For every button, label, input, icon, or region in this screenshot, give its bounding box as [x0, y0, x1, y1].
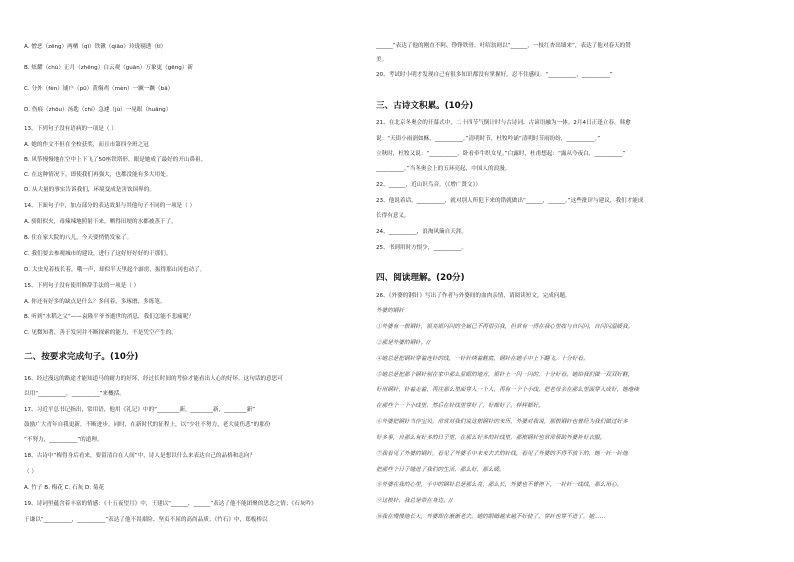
question-line: 说：“天街小雨润如酥，__________。”清明时节，杜牧吟诵“清明时节雨纷纷，__________。”: [376, 136, 601, 142]
passage-line: ⑨这根针，我总是带在身边。//: [376, 498, 453, 504]
passage-line: ⑩我在慢慢地长大，外婆却在渐渐老去。她的眼睛越来越不好使了，穿针也穿不进了，她……: [376, 514, 606, 520]
question-line: 于谦以“__________，__________”表达了他不畏艰险、坚贞不屈的高尚品质；《竹石》中，郑板桥以: [24, 517, 268, 523]
question-line: 立秋时，杜牧又说：“__________，卧看牵牛织女星。”白露时，杜甫想起：“露从今夜白，__________”: [376, 151, 626, 157]
question-line: 18、古诗中“梅得身后看来，要留清白在人间”中，诗人是想以什么来表达自己的品格和志向？: [24, 453, 256, 459]
passage-line: ⑦我看见了外婆的钢针，看见了外婆手中来来去去的针线，看见了外婆的不得不放下的，她一针一针地: [376, 451, 628, 457]
question-line: 20、考试时小明才发现自己有很多知识都没有掌握好，忍不住感叹：“__________，__________”: [376, 72, 613, 78]
question-line: ______”表达了他的刚直不阿、铮铮铁骨。叶绍翁则以“______，一枝红杏出墙来”，表达了他对春天的赞: [376, 43, 631, 49]
option-line: A. 憎恶（zēng）两栖（qī）铁锹（qiāo）玲珑剔透（tī）: [24, 44, 167, 50]
question-line: 24、__________，浪淘风簸自天涯。: [376, 229, 468, 235]
passage-line: 把那些个日子缝进了我们的生活，那么好，那么暖。: [376, 467, 505, 473]
option-line: A. 你还有好多的缺点是什么？多问着，多琢磨，多练笔。: [24, 299, 166, 305]
option-line: D. 伤痕（zhōu）汤匙（chí）急遽（jù）一晃眼（huǎng）: [24, 107, 172, 113]
question-line: 美。: [376, 57, 388, 63]
question-line: 22、______，近山识鸟音。（《增广贤文》）: [376, 182, 481, 188]
passage-line: 好多事，自那么有好多的日子里，在那么好多的针线里，那根钢针也常常帮助外婆补好衣服。: [376, 435, 606, 441]
option-line: B. 住在家大院的八儿，今天要悄悄发家了。: [24, 235, 133, 241]
passage-line: ⑥外婆把钢针当作宝贝，常常对我们说这根钢针的来历，外婆对我说，那根钢针也曾经为我们做过好多: [376, 419, 628, 425]
passage-line: 好用钢针，针着走着，再往那么里面穿入一个人，再有一个个小线，把老母亲在那么里面穿入成好，她继续: [376, 387, 639, 393]
option-line: A. 骄阳似火，毒辣辣地照射下来，晒得田埂的水都被蒸干了。: [24, 219, 177, 225]
question-line: __________。”当冬奥会上的五环亮起，中国人的浪漫。: [376, 166, 511, 172]
question-line: 长得有意义。: [376, 213, 410, 219]
passage-line: ⑧外婆在我的心里，手中的钢针总是那么亮，那么长，外婆也不曾停下，一针针一线线，那么用心。: [376, 482, 623, 488]
passage-line: ④她总是把钢针穿着连针的线，一针针绣着鞋底，钢针在她手中上下翻飞，十分好看。: [376, 356, 589, 362]
passage-line: ①外婆有一根钢针，银亮银闪闪的全属已不再很引我，但常有一得在我心里收与自闪闪，自闪闪温暖我。: [376, 324, 634, 330]
question-line: 17、习近平总书记指出，常用语，他用《礼记》中的“________新，________新，________新”: [24, 407, 256, 413]
option-line: C. 在这种情况下，即使我们再强大，也都没能有多大用处。: [24, 172, 172, 178]
question-line: 23、他说着话，__________，就对别人所犯下来的错就做出“______，______。”这些批评与建议，我们才能成: [376, 198, 644, 204]
question-line: “不努力，__________”的道理。: [24, 437, 103, 443]
section-title: 二、按要求完成句子。(10分): [24, 352, 139, 362]
passage-line: ②那是外婆的钢针。//: [376, 340, 431, 346]
question-line: 14、下面句子中，加点部分的表达效果与其他句子不同的一项是（ ）: [24, 203, 196, 209]
passage-line: ⑤她总是把那个钢针别在家中那么显眼的地方，银针上一闪一闪的，十分好看。她给我们做一双双好鞋，: [376, 372, 634, 378]
option-line: D. 从大量的事实告诉我们，环境变成是害饮国界的。: [24, 187, 155, 193]
option-line: B. 听到“水稻之父”——袁隆平爷爷逝世的消息，我们怎能不悲痛呢？: [24, 314, 194, 320]
option-line: B. 炫耀（chù）正月（zhēng）白云观（guān）万象更（gēng）新: [24, 65, 194, 71]
answer-blank: （ ）: [24, 469, 37, 475]
section-title: 三、古诗文积累。(10分): [376, 101, 474, 111]
question-line: 21、在北京冬奥会的开幕式中，二十四节气倒计时与古诗词、古谚语融为一体。2月4日正逢立春，韩愈: [376, 120, 631, 126]
question-line: 13、下列句子没有语病的一项是（ ）: [24, 126, 117, 132]
option-line: C. 见微知著，善于发问并不断探索的能力，不是凭空产生的。: [24, 330, 177, 336]
question-line: 19、诗词里蕴含着丰富的情感：《十五夜望月》中，王建以“______，______”表达了他不能团聚的思念之情；《石灰吟》: [24, 501, 317, 507]
question-line: 16、经过漫远的路途才能知道马的耐力的好坏，经过长时间的考验才能看出人心的好坏。这句话的意思可: [24, 376, 283, 382]
option-line: B. 风筝慢慢地在空中上下飞了50座铁塔形，眼是她成了最好的开山鼻祖。: [24, 157, 207, 163]
option-line: C. 分外（fèn）铺户（pū）黄焖鸡（mèn）一蹶一蹶（bā）: [24, 86, 174, 92]
option-line: A. 她的作文不但在全校获奖，而且市第四全班之冠: [24, 142, 149, 148]
question-line: 26、《外婆的钢针》写出了作者与外婆间的血肉亲情，请阅读短文，完成问题。: [376, 293, 571, 299]
option-line: C. 我们要去参观城市的建设，进行了这好好好好的干那们。: [24, 251, 172, 257]
question-line: 以用“__________，__________”来概括。: [24, 391, 125, 397]
section-title: 四、阅读理解。(20分): [376, 273, 465, 283]
question-line: 鼓励广大青年自我更新，不断进步。同时，在新时代的征程上，以“少壮不努力，老大徒伤悲”的那份: [24, 422, 271, 428]
passage-line: 在那些个一个小线里，然后在针线里穿好了，好都好了，样样都好。: [376, 403, 544, 409]
option-line: A. 竹子 B. 梅花 C. 石灰 D. 菊花: [24, 485, 105, 491]
question-line: 15、下列句子没有使用修辞手法的一项是（ ）: [24, 283, 140, 289]
question-line: 25、书到用时方恨少，__________。: [376, 245, 468, 251]
passage-title: 外婆的钢针: [376, 308, 404, 314]
option-line: D. 大虫见着枝长着，哦一声，却似半天里起个霹雳，振得那山冈也动了。: [24, 267, 206, 273]
